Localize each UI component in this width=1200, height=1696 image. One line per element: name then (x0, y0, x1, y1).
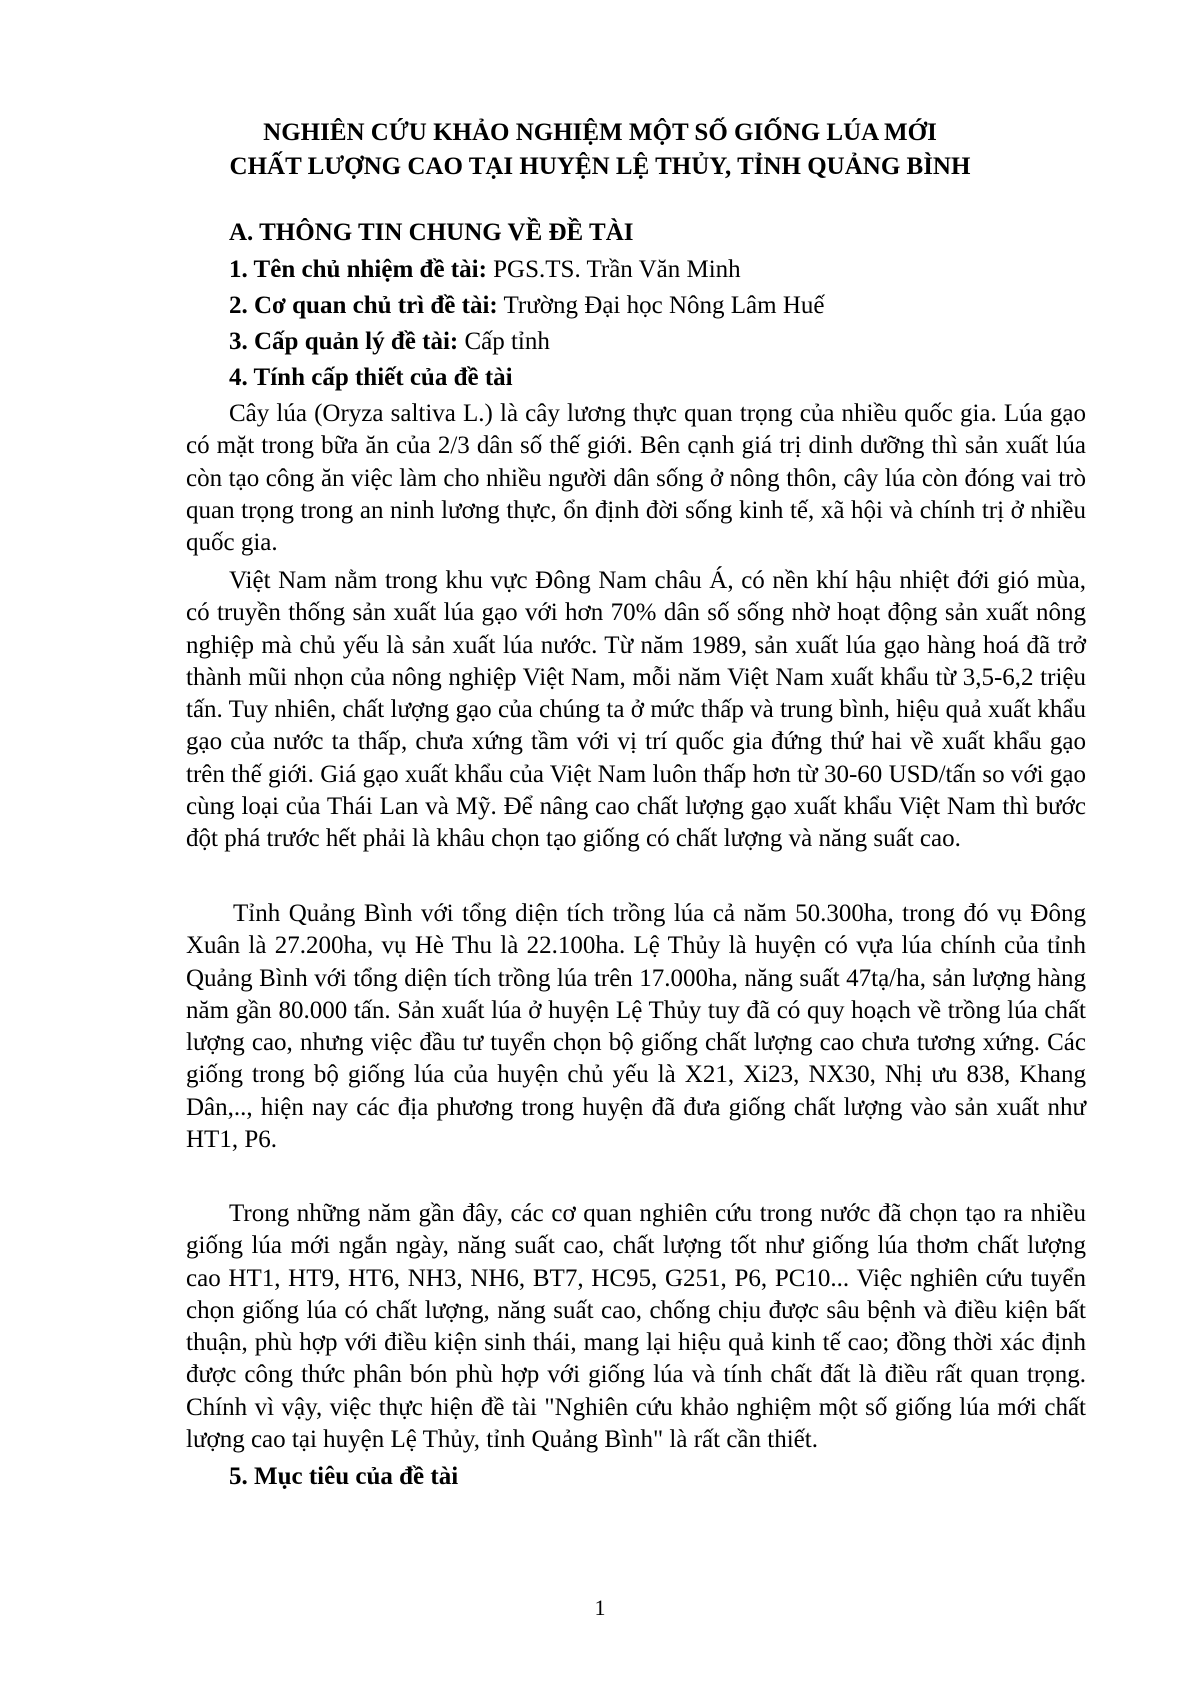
paragraph-research-rationale: Trong những năm gần đây, các cơ quan nghiên cứu trong nước đã chọn tạo ra nhiều giống lúa mới ngắn ngày, năng suất cao, chất lượng tốt như giống lúa thơm chất lượng cao HT1, HT9, HT6, NH3, NH6, BT7, HC95, G251, P6, PC10... Việc nghiên cứu tuyển chọn giống lúa có chất lượng, năng suất cao, chống chịu được sâu bệnh và điều kiện bất thuận, phù hợp với điều kiện sinh thái, mang lại hiệu quả kinh tế cao; đồng thời xác định được công thức phân bón phù hợp với giống lúa và tính chất đất là điều rất quan trọng. Chính vì vậy, việc thực hiện đề tài "Nghiên cứu khảo nghiệm một số giống lúa mới chất lượng cao tại huyện Lệ Thủy, tỉnh Quảng Bình" là rất cần thiết. (186, 1200, 1086, 1454)
document-title-line-2: CHẤT LƯỢNG CAO TẠI HUYỆN LỆ THỦY, TỈNH QUẢNG BÌNH (229, 153, 971, 180)
item-objectives-heading: 5. Mục tiêu của đề tài (229, 1463, 459, 1490)
item-principal-investigator-value: PGS.TS. Trần Văn Minh (486, 256, 741, 283)
item-host-institution (229, 289, 1129, 323)
item-management-level-label: 3. Cấp quản lý đề tài: (229, 328, 459, 355)
item-principal-investigator-label: 1. Tên chủ nhiệm đề tài: (229, 256, 487, 283)
page-number: 1 (594, 1595, 606, 1620)
item-management-level-value: Cấp tỉnh (458, 328, 550, 355)
item-management-level (229, 325, 1129, 359)
item-host-institution-label: 2. Cơ quan chủ trì đề tài: (229, 292, 498, 319)
document-title-line-1: NGHIÊN CỨU KHẢO NGHIỆM MỘT SỐ GIỐNG LÚA MỚI (263, 119, 937, 146)
paragraph-quang-binh-production: Tỉnh Quảng Bình với tổng diện tích trồng lúa cả năm 50.300ha, trong đó vụ Đông Xuân là 27.200ha, vụ Hè Thu là 22.100ha. Lệ Thủy là huyện có vựa lúa chính của tỉnh Quảng Bình với tổng diện tích trồng lúa trên 17.000ha, năng suất 47tạ/ha, sản lượng hàng năm gần 80.000 tấn. Sản xuất lúa ở huyện Lệ Thủy tuy đã có quy hoạch về trồng lúa chất lượng cao, nhưng việc đầu tư tuyển chọn bộ giống chất lượng cao chưa tương xứng. Các giống trong bộ giống lúa của huyện chủ yếu là X21, Xi23, NX30, Nhị ưu 838, Khang Dân,.., hiện nay các địa phương trong huyện đã đưa giống chất lượng vào sản xuất như HT1, P6. (186, 900, 1086, 1154)
paragraph-rice-importance: Cây lúa (Oryza saltiva L.) là cây lương thực quan trọng của nhiều quốc gia. Lúa gạo có mặt trong bữa ăn của 2/3 dân số thế giới. Bên cạnh giá trị dinh dưỡng thì sản xuất lúa còn tạo công ăn việc làm cho nhiều người dân sống ở nông thôn, cây lúa còn đóng vai trò quan trọng trong an ninh lương thực, ổn định đời sống kinh tế, xã hội và chính trị ở nhiều quốc gia. (186, 400, 1086, 557)
item-principal-investigator (229, 253, 1129, 287)
item-host-institution-value: Trường Đại học Nông Lâm Huế (497, 292, 825, 319)
item-urgency-heading: 4. Tính cấp thiết của đề tài (229, 364, 513, 391)
section-a-heading: A. THÔNG TIN CHUNG VỀ ĐỀ TÀI (229, 219, 634, 246)
paragraph-vietnam-rice-export: Việt Nam nằm trong khu vực Đông Nam châu Á, có nền khí hậu nhiệt đới gió mùa, có truyền thống sản xuất lúa gạo với hơn 70% dân số sống nhờ hoạt động sản xuất nông nghiệp mà chủ yếu là sản xuất lúa nước. Từ năm 1989, sản xuất lúa gạo hàng hoá đã trở thành mũi nhọn của nông nghiệp Việt Nam, mỗi năm Việt Nam xuất khẩu từ 3,5-6,2 triệu tấn. Tuy nhiên, chất lượng gạo của chúng ta ở mức thấp và trung bình, hiệu quả xuất khẩu gạo của nước ta thấp, chưa xứng tầm với vị trí quốc gia đứng thứ hai về xuất khẩu gạo trên thế giới. Giá gạo xuất khẩu của Việt Nam luôn thấp hơn từ 30-60 USD/tấn so với gạo cùng loại của Thái Lan và Mỹ. Để nâng cao chất lượng gạo xuất khẩu Việt Nam thì bước đột phá trước hết phải là khâu chọn tạo giống có chất lượng và năng suất cao. (186, 567, 1086, 853)
